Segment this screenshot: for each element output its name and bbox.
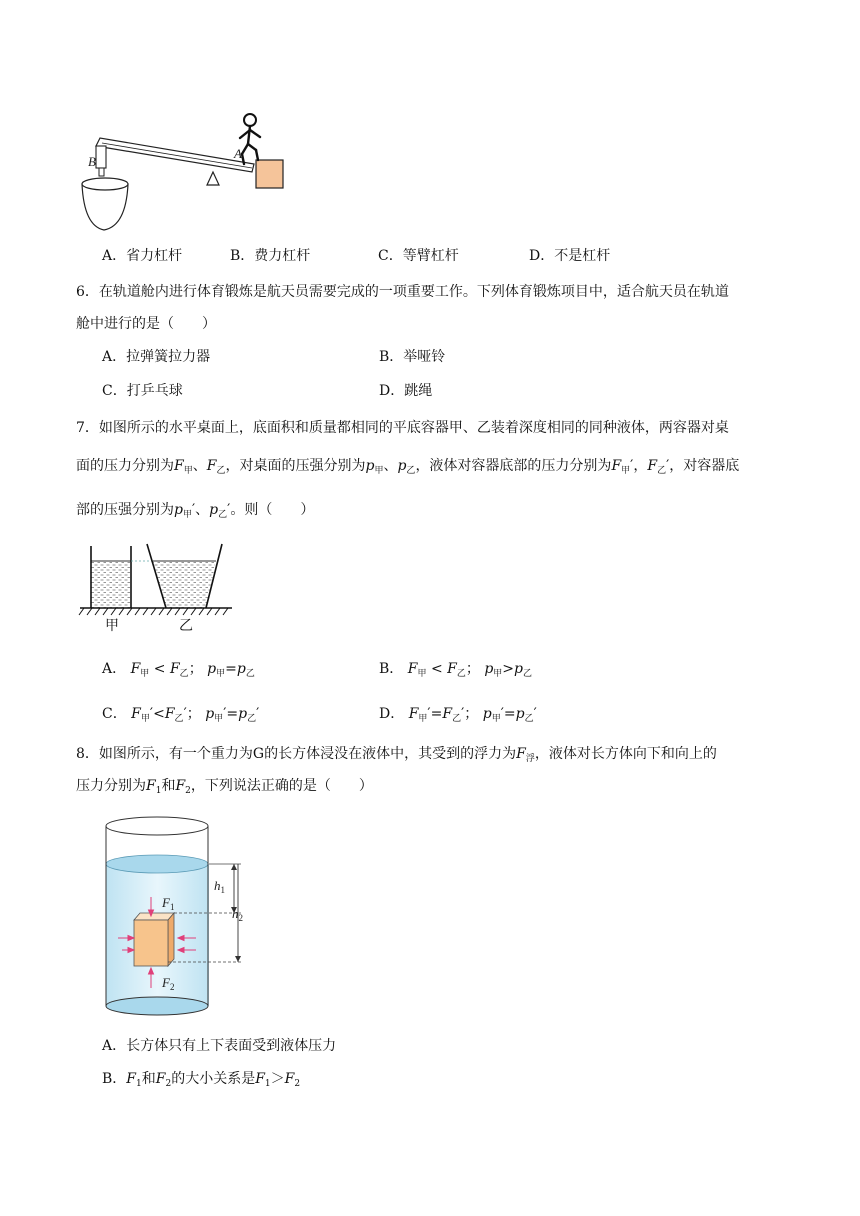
step-box (256, 160, 283, 188)
q5-option-d[interactable]: D．不是杠杆 (529, 248, 611, 264)
lever-beam-inner (102, 143, 252, 168)
q8-stem-line2: 压力分别为$F_1$和$F_2$，下列说法正确的是（ ） (76, 778, 373, 796)
block-front (134, 920, 168, 966)
q5-option-c[interactable]: C．等臂杠杆 (378, 248, 459, 264)
q7-option-c[interactable]: C． $F_甲'<F_乙'$； $p_甲'=p_乙'$ (102, 706, 260, 724)
lever-hammer (96, 146, 106, 168)
cylinder-bottom (106, 997, 208, 1015)
q7-stem-line1: 7．如图所示的水平桌面上，底面积和质量都相同的平底容器甲、乙装着深度相同的同种液体，两容器对桌 (76, 420, 729, 436)
block-top (134, 913, 174, 920)
q8-option-b[interactable]: B．$F_1$和$F_2$的大小关系是$F_1>F_2$ (102, 1071, 301, 1089)
containers-figure (76, 538, 236, 636)
label-f1: $F_1$ (162, 895, 175, 912)
label-b: B (88, 154, 96, 169)
q6-option-d[interactable]: D．跳绳 (379, 383, 433, 399)
label-f2: $F_2$ (162, 975, 175, 992)
fulcrum-triangle (207, 172, 219, 185)
q6-option-a[interactable]: A．拉弹簧拉力器 (102, 349, 211, 365)
container-jia-liquid (91, 561, 131, 608)
mortar-rim (82, 178, 128, 190)
label-a: A (234, 146, 242, 161)
stick-person (240, 114, 260, 164)
cylinder-top (106, 817, 208, 835)
block-side (168, 913, 174, 966)
lever-figure (76, 108, 296, 234)
q6-stem-line2: 舱中进行的是（ ） (76, 316, 216, 332)
label-h2: $h_2$ (232, 906, 243, 923)
mortar-bowl (82, 184, 128, 230)
q7-stem-line2: 面的压力分别为$F_甲$、$F_乙$，对桌面的压强分别为$p_甲$、$p_乙$，液体对容器底部的压力分别为$F_甲'$，$F_乙'$，对容器底 (76, 458, 740, 476)
label-jia: 甲 (105, 619, 119, 634)
q5-option-a[interactable]: A．省力杠杆 (102, 248, 183, 264)
q6-stem-line1: 6．在轨道舱内进行体育锻炼是航天员需要完成的一项重要工作。下列体育锻炼项目中，适合航天员在轨道 (76, 284, 729, 300)
q7-option-a[interactable]: A． $F_甲 < F_乙$； $p_甲=p_乙$ (102, 661, 255, 679)
buoyancy-figure (100, 812, 260, 1022)
q7-option-d[interactable]: D． $F_甲'=F_乙'$； $p_甲'=p_乙'$ (379, 706, 537, 724)
q8-option-a[interactable]: A．长方体只有上下表面受到液体压力 (102, 1038, 337, 1054)
label-yi: 乙 (179, 619, 193, 634)
q8-stem-line1: 8．如图所示，有一个重力为G的长方体浸没在液体中，其受到的浮力为$F_浮$，液体对长方体向下和向上的 (76, 746, 717, 764)
container-yi-liquid (153, 561, 216, 608)
water-surface (106, 855, 208, 873)
q6-option-c[interactable]: C．打乒乓球 (102, 383, 183, 399)
q6-option-b[interactable]: B．举哑铃 (379, 349, 446, 365)
label-h1: $h_1$ (214, 878, 225, 895)
q7-stem-line3: 部的压强分别为$p_甲'$、$p_乙'$。则（ ） (76, 502, 315, 520)
q7-option-b[interactable]: B． $F_甲 < F_乙$； $p_甲>p_乙$ (379, 661, 533, 679)
q5-option-b[interactable]: B．费力杠杆 (230, 248, 311, 264)
lever-hammer-tip (99, 168, 104, 176)
